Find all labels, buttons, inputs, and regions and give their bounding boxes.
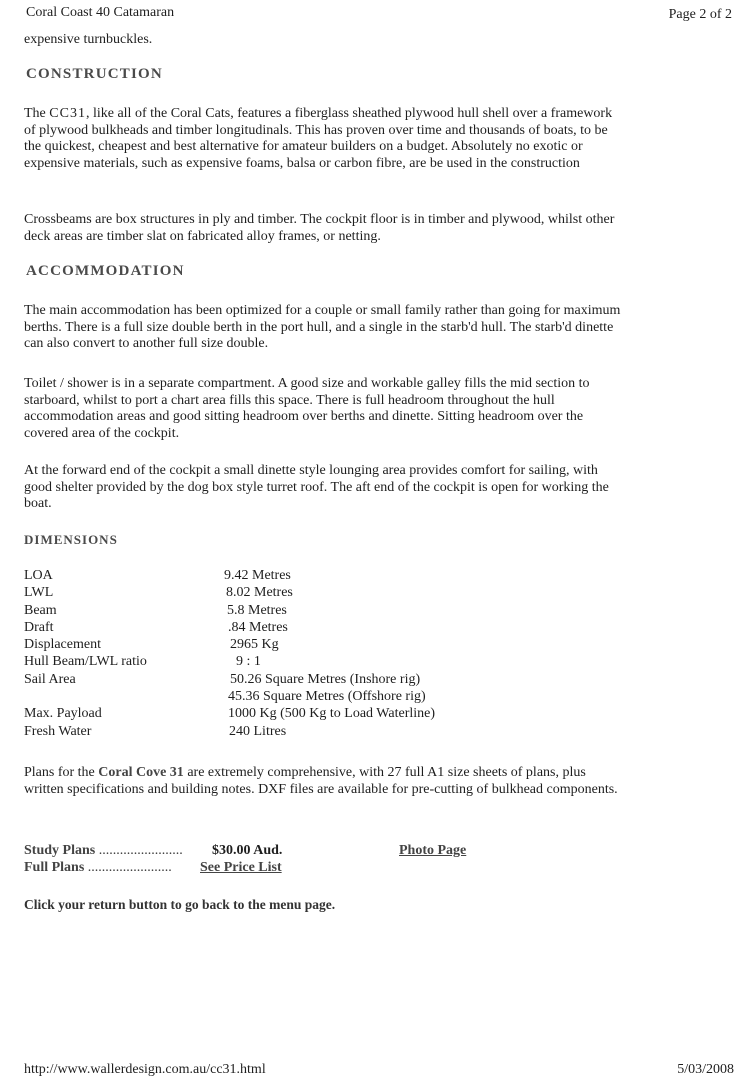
dimension-value: 50.26 Square Metres (Inshore rig) [230,671,421,687]
header-title: Coral Coast 40 Catamaran [26,5,175,20]
study-plans-price: $30.00 Aud. [212,843,283,858]
dimension-label: Hull Beam/LWL ratio [24,654,147,670]
dimension-value: 9 : 1 [236,654,261,670]
dimension-label: Beam [24,602,57,618]
dimension-label: Draft [24,619,54,635]
study-plans-label: Study Plans [24,843,96,858]
accommodation-heading: ACCOMMODATION [26,263,185,279]
dimension-value: 1000 Kg (500 Kg to Load Waterline) [228,706,436,722]
plans-paragraph: Plans for the Coral Cove 31 are extremely comprehensive, with 27 full A1 size sheets of plans, plus written specifications and building notes. DXF files are available for pre-cutting of bulkhead components. [24,765,618,797]
dimension-label: Max. Payload [24,706,102,722]
plans-model-name: Coral Cove 31 [98,765,184,780]
model-name: CC31 [49,106,86,121]
accommodation-paragraph-1: The main accommodation has been optimized for a couple or small family rather than going for maximum berths. There is a full size double berth in the port hull, and a single in the starb'd hull. The starb'd dinette can also convert to another full size double. [24,303,621,351]
construction-paragraph-1: The CC31, like all of the Coral Cats, features a fiberglass sheathed plywood hull shell over a framework of plywood bulkheads and timber longitudinals. This has proven over time and thousands of boats, to be the quickest, cheapest and best alternative for amateur builders on a budget. Absolutely no exotic or expensive materials, such as expensive foams, balsa or carbon fibre, are be used in the construction [24,106,613,171]
construction-paragraph-2: Crossbeams are box structures in ply and timber. The cockpit floor is in timber and plywood, whilst other deck areas are timber slat on fabricated alloy frames, or netting. [24,212,615,244]
dimension-label: LWL [24,585,54,601]
dimension-value: 5.8 Metres [227,602,287,618]
full-plans-label: Full Plans [24,860,85,875]
dimension-label: Displacement [24,637,101,653]
dimension-value: 9.42 Metres [224,568,291,583]
full-plans-dots: ........................ [87,860,172,875]
construction-heading: CONSTRUCTION [26,66,163,82]
intro-tail: expensive turnbuckles. [24,32,153,47]
footer-date: 5/03/2008 [677,1062,734,1077]
photo-page-link[interactable]: Photo Page [399,843,467,858]
accommodation-paragraph-2: Toilet / shower is in a separate compartment. A good size and workable galley fills the mid section to starboard, whilst to port a chart area fills this space. There is full headroom throughout the hull accommodation areas and good sitting headroom over berths and dinette. Sitting headroom over the covered area of the cockpit. [24,376,590,441]
dimension-label: Sail Area [24,671,76,687]
dimension-label: Fresh Water [24,723,92,739]
page-number: Page 2 of 2 [668,7,732,22]
dimensions-heading: DIMENSIONS [24,532,118,547]
dimension-value: .84 Metres [228,619,288,635]
dimension-value: 8.02 Metres [226,585,293,601]
dimension-value: 2965 Kg [230,637,279,653]
dimension-value: 240 Litres [229,723,287,739]
study-plans-row [24,843,504,860]
price-list-link[interactable]: See Price List [200,860,282,875]
accommodation-paragraph-3: At the forward end of the cockpit a small dinette style lounging area provides comfort for sailing, with good shelter provided by the dog box style turret roof. The aft end of the cockpit is open for working the boat. [24,463,609,511]
full-plans-row [24,860,504,877]
study-plans-dots: ........................ [98,843,183,858]
plans-pricing [24,843,504,877]
footer-url: http://www.wallerdesign.com.au/cc31.html [24,1062,266,1077]
return-instruction: Click your return button to go back to the menu page. [24,897,336,912]
dimension-value: 45.36 Square Metres (Offshore rig) [228,689,426,705]
dimension-label: LOA [24,568,53,583]
